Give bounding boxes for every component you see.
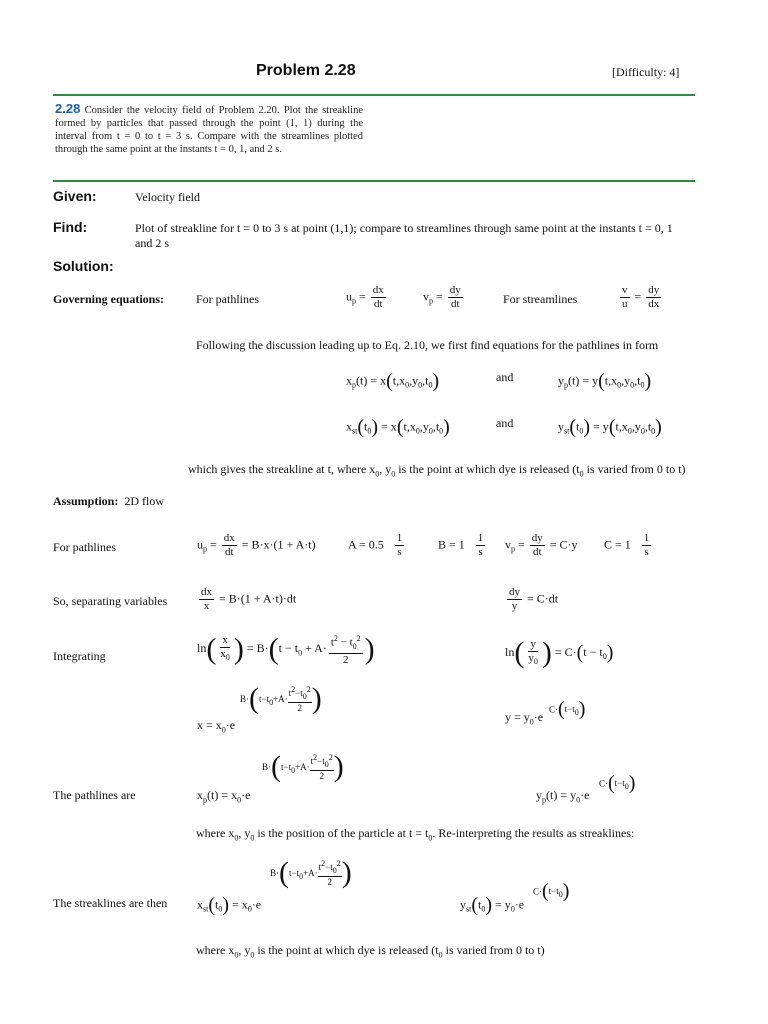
integrated-y: ln( $\frac{y}{y_0}$ ) = $C\cdot(t - t_0)$ <box>505 636 614 670</box>
yst-exponent: $C\cdot(t-t_0)$ <box>533 880 570 902</box>
yp-form: $y_p(t) = y(t,x_0,y_0,t_0)$ <box>558 370 652 392</box>
yst-form: $y_{st}(t_0) = y(t,x_0,y_0,t_0)$ <box>558 416 662 438</box>
streamlines-label: For streamlines <box>503 292 578 306</box>
y-exponent: $C\cdot(t-t_0)$ <box>549 698 586 720</box>
discussion-text: Following the discussion leading up to Eq. 2.10, we first find equations for the pathlines in form <box>196 338 659 352</box>
streamline-eq: $\frac{v}{u}$ = $\frac{dy}{dx}$ <box>622 284 660 310</box>
streaklines-label: The streaklines are then <box>53 896 168 910</box>
up-equation: $u_p$ = $\frac{dx}{dt}$ = B·x·(1 + A·t) <box>197 532 316 558</box>
top-divider <box>53 94 695 96</box>
y-solution: $y = y_0\cdot e$ <box>505 710 544 727</box>
xst-exponent: $B\cdot(t-t_0+A\cdot$ $\frac{t^2-t_0^2}{2}$ ) <box>270 856 352 889</box>
xp-form: $x_p(t) = x(t,x_0,y_0,t_0)$ <box>346 370 440 392</box>
yst-solution: $y_{st}(t_0) = y_0\cdot e$ <box>460 894 525 916</box>
streak-note: which gives the streakline at t, where $x_0$, $y_0$ is the point at which dye is released ($t_0$ is varied from 0 to t) <box>188 462 686 479</box>
constant-b: B = 1 $\frac{1}{s}$ <box>438 532 484 558</box>
pathlines-label: For pathlines <box>196 292 259 306</box>
and-2: and <box>496 416 514 430</box>
xst-form: $x_{st}(t_0) = x(t,x_0,y_0,t_0)$ <box>346 416 450 438</box>
pathlines-are-label: The pathlines are <box>53 788 136 802</box>
difficulty-label: [Difficulty: 4] <box>612 65 680 79</box>
reinterpret-note: where $x_0$, $y_0$ is the position of the particle at $t = t_0$. Re-interpreting the results as streaklines: <box>196 826 635 843</box>
yp-solution: $y_p(t) = y_0\cdot e$ <box>536 788 590 805</box>
for-pathlines-label: For pathlines <box>53 540 116 554</box>
xst-solution: $x_{st}(t_0) = x_0\cdot e$ <box>197 894 262 916</box>
assumption: Assumption: 2D flow <box>53 494 165 508</box>
integrated-x: ln( $\frac{x}{x_0}$ ) = $B\cdot(t - t_0 + A\cdot$ $\frac{t^2 - t_0^2}{2}$ ) <box>197 632 375 666</box>
given-label: Given: <box>53 188 97 204</box>
governing-label: Governing equations: <box>53 292 165 306</box>
find-text-line1: Plot of streakline for t = 0 to 3 s at point (1,1); compare to streamlines through same point at the instants t = 0, 1 <box>135 221 673 235</box>
find-label: Find: <box>53 219 88 235</box>
x-exponent: $B\cdot(t-t_0+A\cdot$ $\frac{t^2-t_0^2}{2}$ ) <box>240 682 322 715</box>
xp-exponent: $B\cdot(t-t_0+A\cdot$ $\frac{t^2-t_0^2}{2}$ ) <box>262 750 344 783</box>
pathline-eq-vp: $v_p$ = $\frac{dy}{dt}$ <box>423 284 461 310</box>
given-text: Velocity field <box>135 190 200 204</box>
problem-text: Consider the velocity field of Problem 2.20. Plot the streakline formed by particles that passed through the point (1, 1) during the interval from t = 0 to t = 3 s. Compare with the streamlines plotted through the same point at the instants t = 0, 1, and 2 s. <box>55 105 364 155</box>
solution-label: Solution: <box>53 258 114 274</box>
separating-label: So, separating variables <box>53 594 168 608</box>
constant-a: A = 0.5 $\frac{1}{s}$ <box>348 532 403 558</box>
vp-equation: $v_p$ = $\frac{dy}{dt}$ = C·y <box>505 532 578 558</box>
separated-y: $\frac{dy}{y}$ = C·dt <box>509 586 559 612</box>
separated-x: $\frac{dx}{x}$ = B·(1 + A·t)·dt <box>201 586 297 612</box>
page-title: Problem 2.28 <box>256 62 356 79</box>
final-note: where $x_0$, $y_0$ is the point at which dye is released ($t_0$ is varied from 0 to t) <box>196 943 545 960</box>
yp-exponent: $C\cdot(t-t_0)$ <box>599 772 636 794</box>
bottom-divider <box>53 180 695 182</box>
x-solution: $x = x_0\cdot e$ <box>197 718 236 735</box>
constant-c: C = 1 $\frac{1}{s}$ <box>604 532 650 558</box>
problem-number: 2.28 <box>55 101 81 116</box>
and-1: and <box>496 370 514 384</box>
xp-solution: $x_p(t) = x_0\cdot e$ <box>197 788 251 805</box>
problem-statement <box>55 102 363 156</box>
find-text-line2: and 2 s <box>135 236 169 250</box>
integrating-label: Integrating <box>53 649 106 663</box>
pathline-eq-up: $u_p$ = $\frac{dx}{dt}$ <box>346 284 384 310</box>
